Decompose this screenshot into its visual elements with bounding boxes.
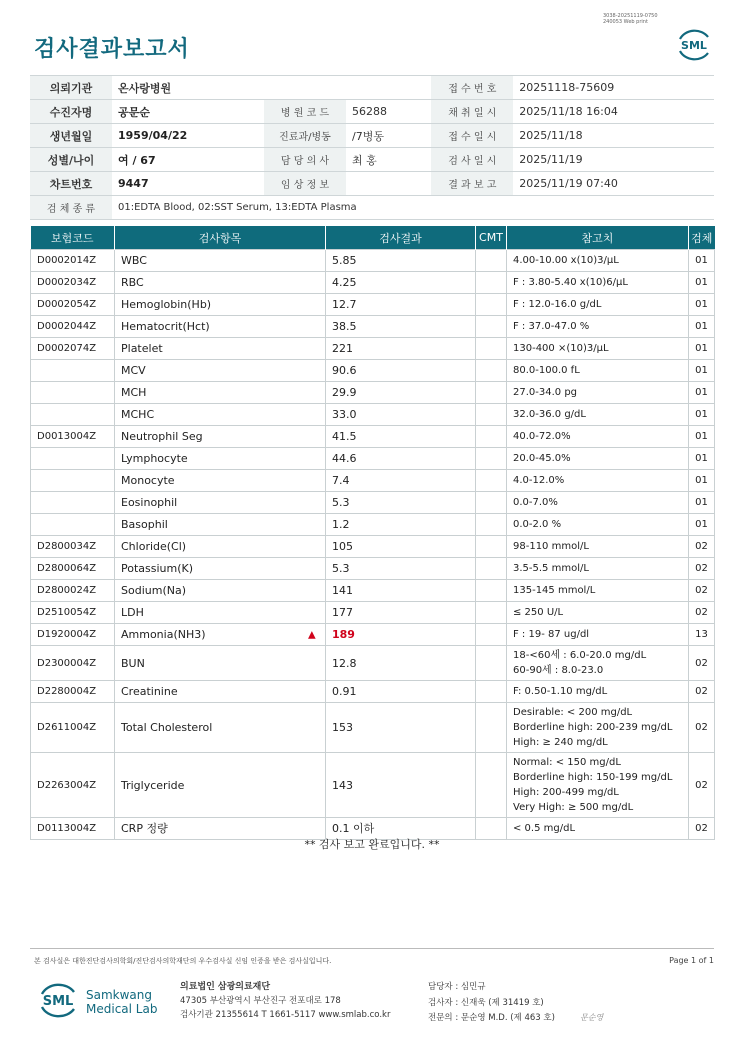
cmt-cell (476, 602, 507, 624)
insurance-code (31, 360, 115, 382)
org-name: 의료법인 삼광의료재단 (180, 982, 271, 992)
test-result (326, 753, 476, 818)
result-value: 1.2 (332, 518, 350, 531)
test-item: Neutrophil Seg (115, 426, 326, 448)
sml-logo-icon (36, 980, 80, 1020)
reference-line: Desirable: < 200 mg/dL (513, 707, 633, 718)
insurance-code: D2611004Z (31, 703, 115, 753)
result-value: 141 (332, 584, 353, 597)
reference-range: F: 0.50-1.10 mg/dL (507, 681, 689, 703)
info-row (30, 172, 714, 196)
test-result (326, 703, 476, 753)
test-item: Monocyte (115, 470, 326, 492)
specimen-code: 02 (689, 681, 715, 703)
insurance-code: D2263004Z (31, 753, 115, 818)
insurance-code (31, 514, 115, 536)
cmt-cell (476, 514, 507, 536)
org-contact: 검사기관 21355614 T 1661-5117 www.smlab.co.kr (180, 1010, 391, 1020)
table-row (31, 580, 715, 602)
insurance-code: D0002014Z (31, 250, 115, 272)
result-value: 12.8 (332, 656, 357, 670)
test-result (326, 250, 476, 272)
cmt-cell (476, 470, 507, 492)
cmt-cell (476, 580, 507, 602)
result-value: 177 (332, 606, 353, 619)
insurance-code: D1920004Z (31, 624, 115, 646)
specimen-code: 02 (689, 818, 715, 840)
test-result (326, 558, 476, 580)
reference-range: 20.0-45.0% (507, 448, 689, 470)
reference-range: 130-400 ×(10)3/μL (507, 338, 689, 360)
test-item: Chloride(Cl) (115, 536, 326, 558)
info-label: 결 과 보 고 (431, 172, 513, 196)
result-value: 4.25 (332, 276, 357, 289)
staff-tester: 검사자 : 신재욱 (제 31419 호) (428, 997, 544, 1008)
organization-info (180, 980, 390, 1022)
test-item: Triglyceride (115, 753, 326, 818)
print-code-line1: 3038-20251119-0750 (603, 13, 658, 19)
reference-range: 32.0-36.0 g/dL (507, 404, 689, 426)
test-result (326, 536, 476, 558)
staff-info (428, 980, 555, 1027)
specimen-code: 01 (689, 382, 715, 404)
insurance-code: D0013004Z (31, 426, 115, 448)
result-value: 189 (332, 628, 355, 641)
specimen-code: 02 (689, 558, 715, 580)
reference-range (507, 703, 689, 753)
test-item: Platelet (115, 338, 326, 360)
footer-divider (30, 948, 714, 949)
insurance-code (31, 448, 115, 470)
cmt-cell (476, 536, 507, 558)
brand-name (86, 988, 157, 1016)
test-item: BUN (115, 646, 326, 681)
info-label: 차트번호 (30, 172, 112, 196)
brand-line1: Samkwang (86, 988, 152, 1002)
test-result (326, 514, 476, 536)
cmt-cell (476, 703, 507, 753)
cmt-cell (476, 426, 507, 448)
results-header-row (31, 226, 715, 250)
test-result (326, 360, 476, 382)
reference-line: Very High: ≥ 500 mg/dL (513, 802, 634, 813)
results-table (30, 226, 715, 840)
specimen-code: 02 (689, 602, 715, 624)
reference-range: ≤ 250 U/L (507, 602, 689, 624)
insurance-code (31, 404, 115, 426)
info-value: 2025/11/18 16:04 (513, 100, 714, 124)
info-row (30, 196, 714, 220)
test-result (308, 624, 476, 646)
reference-line: 60-90세 : 8.0-23.0 (513, 665, 604, 676)
specimen-code: 01 (689, 294, 715, 316)
table-row (31, 426, 715, 448)
info-label: 생년월일 (30, 124, 112, 148)
info-label: 검 체 종 류 (30, 196, 112, 220)
info-value: 2025/11/19 (513, 148, 714, 172)
specimen-code: 02 (689, 703, 715, 753)
test-result (326, 426, 476, 448)
test-item: Eosinophil (115, 492, 326, 514)
result-value: 221 (332, 342, 353, 355)
result-value: 143 (332, 778, 353, 792)
insurance-code: D2510054Z (31, 602, 115, 624)
cmt-cell (476, 404, 507, 426)
table-row (31, 338, 715, 360)
reference-range (507, 753, 689, 818)
col-header-code: 보험코드 (31, 226, 115, 250)
insurance-code: D2300004Z (31, 646, 115, 681)
test-result (326, 646, 476, 681)
insurance-code: D2800064Z (31, 558, 115, 580)
test-result (326, 404, 476, 426)
test-item: Ammonia(NH3) (115, 624, 326, 646)
reference-range: 135-145 mmol/L (507, 580, 689, 602)
specimen-code: 01 (689, 360, 715, 382)
cmt-cell (476, 250, 507, 272)
test-item: Sodium(Na) (115, 580, 326, 602)
report-title: 검사결과보고서 (34, 37, 190, 62)
cmt-cell (476, 753, 507, 818)
cmt-cell (476, 294, 507, 316)
test-item: LDH (115, 602, 326, 624)
result-value: 90.6 (332, 364, 357, 377)
org-address: 47305 부산광역시 부산진구 전포대로 178 (180, 996, 341, 1006)
info-value: 여 / 67 (112, 148, 264, 172)
sml-logo-icon (674, 25, 714, 63)
result-value: 5.85 (332, 254, 357, 267)
reference-line: 18-<60세 : 6.0-20.0 mg/dL (513, 650, 647, 661)
test-item: RBC (115, 272, 326, 294)
info-label: 검 사 일 시 (431, 148, 513, 172)
info-value: 2025/11/18 (513, 124, 714, 148)
info-row (30, 148, 714, 172)
insurance-code (31, 470, 115, 492)
cmt-cell (476, 448, 507, 470)
specimen-types: 01:EDTA Blood, 02:SST Serum, 13:EDTA Plasma (112, 196, 714, 220)
table-row (31, 492, 715, 514)
print-code (603, 13, 658, 25)
info-value: 최 홍 (346, 148, 431, 172)
table-row (31, 294, 715, 316)
info-label: 진료과/병동 (264, 124, 346, 148)
result-value: 153 (332, 721, 353, 734)
reference-line: High: 200-499 mg/dL (513, 787, 619, 798)
col-header-specimen: 검체 (689, 226, 715, 250)
table-row (31, 753, 715, 818)
info-value: 온사랑병원 (112, 76, 431, 100)
specimen-code: 01 (689, 338, 715, 360)
info-value: 2025/11/19 07:40 (513, 172, 714, 196)
reference-range: 80.0-100.0 fL (507, 360, 689, 382)
info-row (30, 76, 714, 100)
report-complete-note: ** 검사 보고 완료입니다. ** (304, 838, 440, 851)
patient-info-table (30, 75, 714, 220)
reference-range (507, 646, 689, 681)
test-result (326, 470, 476, 492)
cmt-cell (476, 624, 507, 646)
insurance-code (31, 492, 115, 514)
col-header-result: 검사결과 (326, 226, 476, 250)
info-value: 20251118-75609 (513, 76, 714, 100)
specimen-code: 01 (689, 272, 715, 294)
table-row (31, 272, 715, 294)
test-result (326, 382, 476, 404)
specimen-code: 01 (689, 404, 715, 426)
table-row (31, 360, 715, 382)
table-row (31, 558, 715, 580)
reference-line: Normal: < 150 mg/dL (513, 757, 621, 768)
test-item: WBC (115, 250, 326, 272)
result-value: 7.4 (332, 474, 350, 487)
info-row (30, 100, 714, 124)
test-result (326, 316, 476, 338)
cmt-cell (476, 316, 507, 338)
specimen-code: 02 (689, 580, 715, 602)
reference-range: 0.0-2.0 % (507, 514, 689, 536)
cmt-cell (476, 272, 507, 294)
table-row (31, 624, 715, 646)
table-row (31, 703, 715, 753)
brand-line2: Medical Lab (86, 1002, 158, 1016)
insurance-code: D0002044Z (31, 316, 115, 338)
reference-range: F : 3.80-5.40 x(10)6/μL (507, 272, 689, 294)
test-result (326, 580, 476, 602)
insurance-code: D0113004Z (31, 818, 115, 840)
table-row (31, 602, 715, 624)
test-item: Potassium(K) (115, 558, 326, 580)
test-result (326, 294, 476, 316)
test-result (326, 681, 476, 703)
signature: 문순영 (580, 1013, 604, 1022)
info-label: 성별/나이 (30, 148, 112, 172)
table-row (31, 681, 715, 703)
insurance-code: D0002074Z (31, 338, 115, 360)
table-row (31, 404, 715, 426)
test-item: Total Cholesterol (115, 703, 326, 753)
info-value: /7병동 (346, 124, 431, 148)
specimen-code: 01 (689, 470, 715, 492)
result-value: 5.3 (332, 562, 350, 575)
info-label: 수진자명 (30, 100, 112, 124)
result-value: 0.91 (332, 685, 357, 698)
result-value: 12.7 (332, 298, 357, 311)
cmt-cell (476, 360, 507, 382)
test-result (326, 338, 476, 360)
result-value: 33.0 (332, 408, 357, 421)
test-item: Lymphocyte (115, 448, 326, 470)
staff-manager: 담당자 : 심민규 (428, 982, 486, 992)
table-row (31, 646, 715, 681)
info-label: 채 취 일 시 (431, 100, 513, 124)
result-value: 0.1 이하 (332, 822, 375, 835)
staff-specialist: 전문의 : 문순영 M.D. (제 463 호) (428, 1013, 555, 1023)
insurance-code: D2280004Z (31, 681, 115, 703)
info-value: 1959/04/22 (112, 124, 264, 148)
specimen-code: 01 (689, 492, 715, 514)
reference-range: 3.5-5.5 mmol/L (507, 558, 689, 580)
specimen-code: 01 (689, 250, 715, 272)
insurance-code: D2800034Z (31, 536, 115, 558)
test-item: Creatinine (115, 681, 326, 703)
reference-range: F : 19- 87 ug/dl (507, 624, 689, 646)
info-label: 임 상 정 보 (264, 172, 346, 196)
cmt-cell (476, 492, 507, 514)
table-row (31, 470, 715, 492)
test-item: MCHC (115, 404, 326, 426)
reference-range: F : 37.0-47.0 % (507, 316, 689, 338)
result-value: 29.9 (332, 386, 357, 399)
result-value: 105 (332, 540, 353, 553)
result-value: 38.5 (332, 320, 357, 333)
page-number: Page 1 of 1 (669, 956, 714, 965)
patient-name: 공문순 (112, 100, 264, 124)
reference-line: Borderline high: 150-199 mg/dL (513, 772, 673, 783)
col-header-item: 검사항목 (115, 226, 326, 250)
result-value: 41.5 (332, 430, 357, 443)
table-row (31, 536, 715, 558)
info-value: 56288 (346, 100, 431, 124)
certification-note: 본 검사실은 대한진단검사의학회/진단검사의학재단의 우수검사실 신임 인증을 받은 검사실입니다. (34, 957, 332, 965)
cmt-cell (476, 382, 507, 404)
high-flag-icon: ▲ (308, 629, 316, 640)
col-header-ref: 참고치 (507, 226, 689, 250)
reference-range: 27.0-34.0 pg (507, 382, 689, 404)
reference-line: Borderline high: 200-239 mg/dL (513, 722, 673, 733)
reference-range: < 0.5 mg/dL (507, 818, 689, 840)
reference-range: 0.0-7.0% (507, 492, 689, 514)
sml-logo-text: SML (42, 994, 74, 1009)
reference-range: 4.0-12.0% (507, 470, 689, 492)
reference-range: 98-110 mmol/L (507, 536, 689, 558)
info-value (346, 172, 431, 196)
reference-range: 40.0-72.0% (507, 426, 689, 448)
info-label: 담 당 의 사 (264, 148, 346, 172)
specimen-code: 01 (689, 426, 715, 448)
reference-range: 4.00-10.00 x(10)3/μL (507, 250, 689, 272)
specimen-code: 01 (689, 514, 715, 536)
info-value: 9447 (112, 172, 264, 196)
reference-range: F : 12.0-16.0 g/dL (507, 294, 689, 316)
cmt-cell (476, 681, 507, 703)
result-value: 5.3 (332, 496, 350, 509)
test-item: MCV (115, 360, 326, 382)
info-label: 접 수 번 호 (431, 76, 513, 100)
sml-logo-text: SML (681, 39, 707, 52)
test-result (326, 492, 476, 514)
table-row (31, 250, 715, 272)
insurance-code (31, 382, 115, 404)
cmt-cell (476, 338, 507, 360)
cmt-cell (476, 558, 507, 580)
specimen-code: 02 (689, 753, 715, 818)
table-row (31, 448, 715, 470)
reference-line: High: ≥ 240 mg/dL (513, 737, 608, 748)
info-label: 접 수 일 시 (431, 124, 513, 148)
specimen-code: 02 (689, 646, 715, 681)
test-item: Hemoglobin(Hb) (115, 294, 326, 316)
specimen-code: 13 (689, 624, 715, 646)
test-item: Hematocrit(Hct) (115, 316, 326, 338)
specimen-code: 02 (689, 536, 715, 558)
specimen-code: 01 (689, 448, 715, 470)
table-row (31, 514, 715, 536)
test-result (326, 272, 476, 294)
test-item: MCH (115, 382, 326, 404)
table-row (31, 316, 715, 338)
test-result (326, 448, 476, 470)
insurance-code: D0002034Z (31, 272, 115, 294)
test-item: CRP 정량 (115, 818, 326, 840)
info-row (30, 124, 714, 148)
table-row (31, 382, 715, 404)
info-label: 병 원 코 드 (264, 100, 346, 124)
insurance-code: D0002054Z (31, 294, 115, 316)
info-label: 의뢰기관 (30, 76, 112, 100)
cmt-cell (476, 646, 507, 681)
col-header-cmt: CMT (476, 226, 507, 250)
print-code-line2: 240053 Web print (603, 19, 648, 25)
insurance-code: D2800024Z (31, 580, 115, 602)
result-value: 44.6 (332, 452, 357, 465)
test-result (326, 602, 476, 624)
test-item: Basophil (115, 514, 326, 536)
specimen-code: 01 (689, 316, 715, 338)
